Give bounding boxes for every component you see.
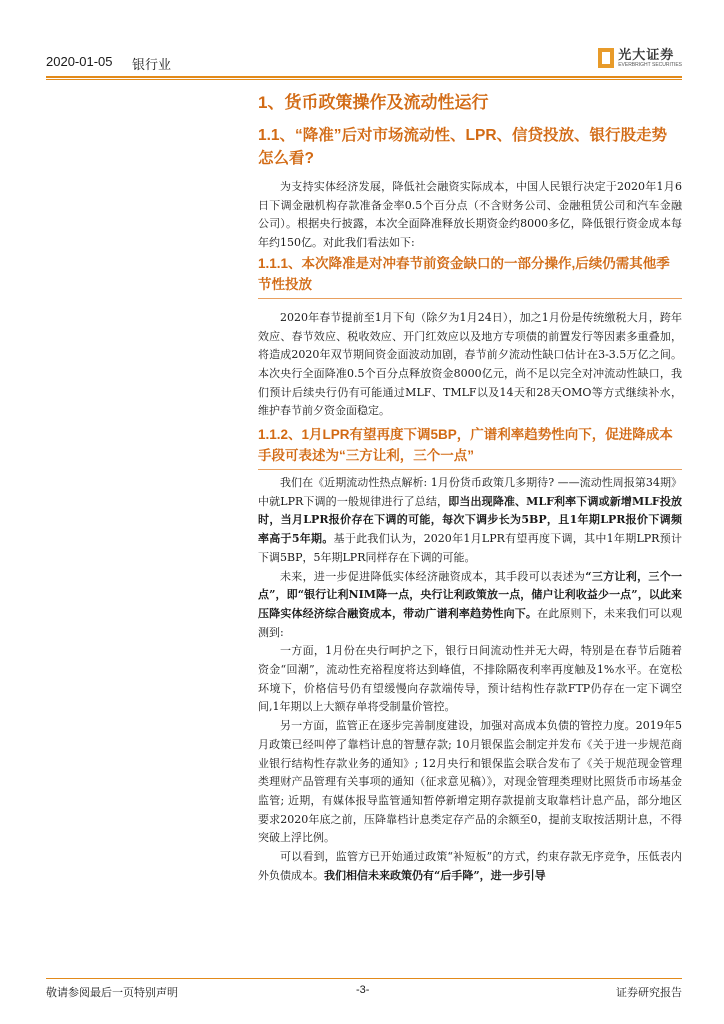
footer-disclaimer: 敬请参阅最后一页特别声明	[46, 987, 178, 999]
bold-run: 我们相信未来政策仍有“后手降”，进一步引导	[324, 868, 546, 882]
logo-name-cn: 光大证券	[618, 47, 675, 62]
text-run: 基于此我们认为，2020年1月LPR有望再度下调，其中1年期LPR预计下调5BP，5年期LPR同样存在下调的可能。	[258, 532, 683, 564]
paragraph-lpr	[258, 470, 682, 568]
bold-run: 即当出现降准、MLF利率下调或新增MLF投放时，当月LPR报价存在下调的可能，每次下调步长为5BP，且1年期LPR报价下调频率高于5年期。	[258, 494, 682, 546]
page-number: -3-	[356, 984, 370, 996]
header-divider	[46, 76, 682, 78]
footer-divider	[46, 978, 682, 979]
logo-name-en: EVERBRIGHT SECURITIES	[618, 62, 682, 68]
logo-mark-icon	[598, 48, 614, 68]
header-divider-thin	[46, 79, 682, 80]
paragraph-liquidity: 一方面，1月份在央行呵护之下，银行日间流动性并无大碍，特别是在春节后随着资金“回潮”，流动性充裕程度将达到峰值，不排除隔夜利率再度触及1%水平。在宽松环境下，价格信号仍有望缓慢向存款端传导，预计结构性存款FTP仍存在一定下调空间,1年期以上大额存单将受制量价管控。	[258, 644, 682, 714]
page-header	[46, 48, 682, 78]
text-run: 我们在《近期流动性热点解析: 1月份货币政策几多期待? ——流动性周报第34期》中就LPR下调的一般规律进行了总结，	[258, 476, 682, 508]
subsubsection-heading-1: 1.1.1、本次降准是对冲春节前资金缺口的一部分操作,后续仍需其他季节性投放	[258, 253, 682, 299]
subsection-heading: 1.1、“降准”后对市场流动性、LPR、信贷投放、银行股走势怎么看?	[258, 127, 668, 167]
paragraph-policy	[258, 848, 682, 885]
page-footer	[46, 978, 682, 998]
main-content	[258, 88, 682, 886]
paragraph-intro: 为支持实体经济发展，降低社会融资实际成本，中国人民银行决定于2020年1月6日下调金融机构存款准备金率0.5个百分点（不含财务公司、金融租赁公司和汽车金融公司）。根据央行披露，本次全面降准释放长期资金约8000多亿，降低银行资金成本每年约150亿。对此我们看法如下:	[258, 180, 682, 250]
paragraph-three-parties	[258, 568, 682, 643]
text-run: 未来，进一步促进降低实体经济融资成本，其手段可以表述为	[280, 569, 586, 583]
company-logo	[598, 48, 682, 74]
text-run: 可以看到，监管方已开始通过政策“补短板”的方式，约束存款无序竞争，压低表内外负债成本。	[258, 850, 682, 882]
bold-run: “三方让利，三个一点”，即“银行让利NIM降一点，央行让利政策放一点，储户让利收益少一点”，以此来压降实体经济综合融资成本，带动广谱利率趋势性向下。	[258, 569, 683, 620]
section-heading: 1、货币政策操作及流动性运行	[258, 93, 489, 112]
paragraph-spring-festival: 2020年春节提前至1月下旬（除夕为1月24日），加之1月份是传统缴税大月，跨年效应、春节效应、税收效应、开门红效应以及地方专项债的前置发行等因素多重叠加，将造成2020年双节期间资金面波动加剧，春节前夕流动性缺口估计在3-3.5万亿之间。本次央行全面降准0.5个百分点释放资金8000亿元，尚不足以完全对冲流动性缺口，我们预计后续央行仍有可能通过MLF、TMLF以及14天和28天OMO等方式继续补水，维护春节前夕资金面稳定。	[258, 310, 682, 418]
paragraph-regulation: 另一方面，监管正在逐步完善制度建设，加强对高成本负债的管控力度。2019年5月政策已经叫停了靠档计息的智慧存款; 10月银保监会制定并发布《关于进一步规范商业银行结构性存款业务的通知》; 12月央行和银保监会联合发布了《关于规范现金管理类理财产品管理有关事项的通知（征求意见稿）》，对现金管理类理财比照货币市场基金监管; 近期，有媒体报导监管通知暂停新增定期存款提前支取靠档计息产品，部分地区要求2020年底之前，压降靠档计息类定存产品的余额至0，提前支取按活期计息，不得突破上浮比例。	[258, 719, 682, 845]
footer-doc-type: 证券研究报告	[616, 987, 682, 999]
report-date: 2020-01-05	[46, 54, 113, 69]
subsubsection-heading-2: 1.1.2、1月LPR有望再度下调5BP，广谱利率趋势性向下，促进降成本手段可表述为“三方让利，三个一点”	[258, 424, 682, 470]
industry-label: 银行业	[132, 57, 172, 72]
text-run: 在此原则下，未来我们可以观测到:	[258, 606, 683, 639]
